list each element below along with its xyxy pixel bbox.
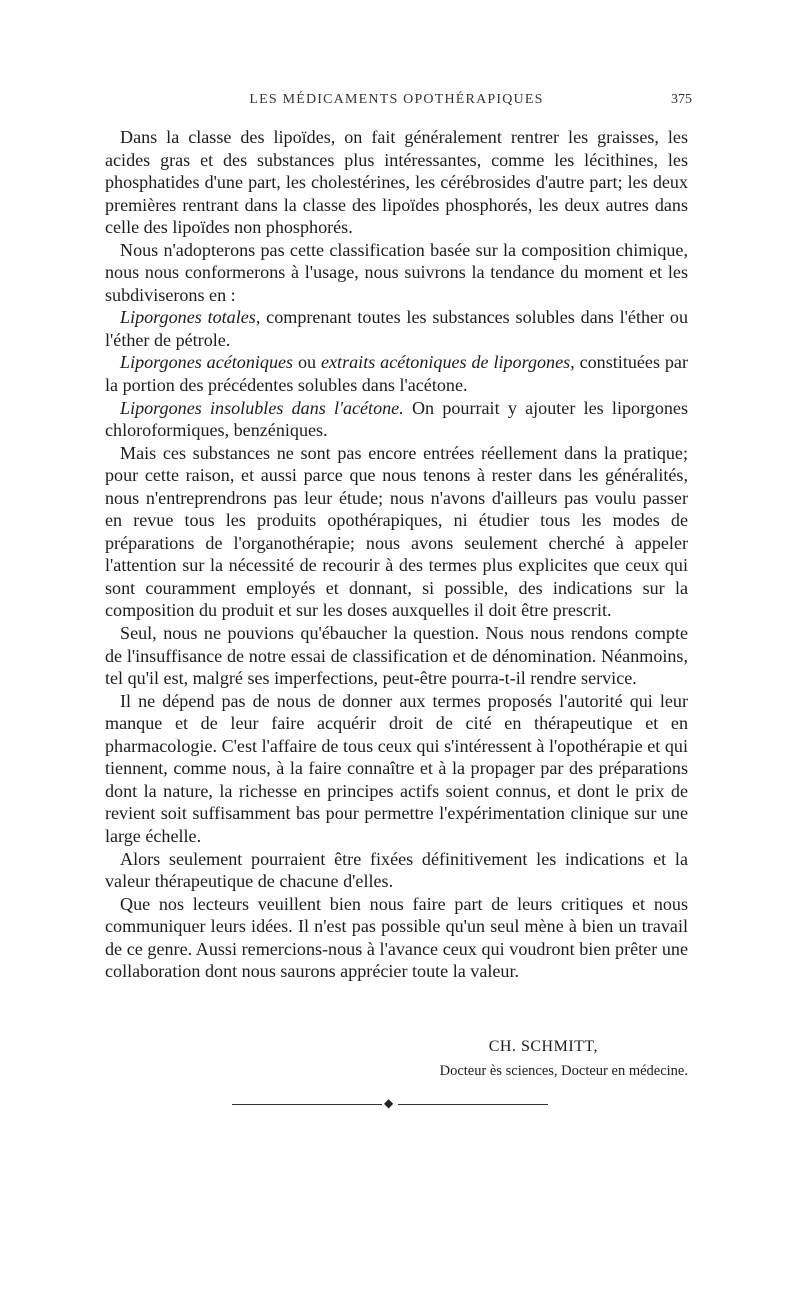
divider-line-right: [398, 1104, 548, 1105]
author-title: Docteur ès sciences, Docteur en médecine.: [439, 1063, 688, 1079]
paragraph-9: Alors seulement pourraient être fixées définitivement les indications et la valeur thérapeutique de chacune d'elles.: [105, 848, 688, 892]
page-header: [105, 92, 692, 116]
paragraph-6: Mais ces substances ne sont pas encore entrées réellement dans la pratique; pour cette raison, et aussi parce que nous tenons à rester dans les généralités, nous n'entreprendrons pas leur étude; nous n'avons d'ailleurs pas voulu passer en revue tous les produits opothérapiques, ni étudier tous les modes de préparations de l'organothérapie; nous avons seulement cherché à appeler l'attention sur la nécessité de recourir à des termes plus explicites que ceux qui sont couramment employés et donnant, si possible, des indications sur la composition du produit et sur les doses auxquelles il doit être prescrit.: [105, 442, 688, 621]
section-divider: [232, 1096, 548, 1110]
paragraph-10: Que nos lecteurs veuillent bien nous faire part de leurs critiques et nous communiquer leurs idées. Il n'est pas possible qu'un seul mène à bien un travail de ce genre. Aussi remercions-nous à l'avance ceux qui voudront bien prêter une collaboration dont nous saurons apprécier toute la valeur.: [105, 893, 688, 982]
paragraph-1: Dans la classe des lipoïdes, on fait généralement rentrer les graisses, les acides gras et des substances plus intéressantes, comme les lécithines, les phosphatides d'une part, les cholestérines, les cérébrosides d'autre part; les deux premières rentrant dans la classe des lipoïdes phosphorés, les deux autres dans celle des lipoïdes non phosphorés.: [105, 127, 688, 238]
paragraph-2: Nous n'adopterons pas cette classification basée sur la composition chimique, nous nous conformerons à l'usage, nous suivrons la tendance du moment et les subdiviserons en :: [105, 239, 688, 305]
term-extraits-acetoniques: extraits acétoniques de liporgones,: [320, 352, 575, 373]
term-liporgones-acetoniques: Liporgones acétoniques: [120, 352, 294, 373]
running-title: LES MÉDICAMENTS OPOTHÉRAPIQUES: [249, 92, 544, 107]
article-body: [105, 126, 688, 983]
page-number: 375: [671, 92, 692, 107]
paragraph-7: Seul, nous ne pouvions qu'ébaucher la question. Nous nous rendons compte de l'insuffisance de notre essai de classification et de dénomination. Néanmoins, tel qu'il est, malgré ses imperfections, peut-être pourra-t-il rendre service.: [105, 623, 688, 689]
paragraph-4: [105, 351, 688, 396]
paragraph-4-connector: ou: [293, 352, 321, 373]
paragraph-3-text: comprenant toutes les substances solubles dans l'éther ou l'éther de pétrole.: [105, 307, 688, 350]
author-name: CH. SCHMITT,: [488, 1038, 598, 1055]
diamond-ornament-icon: ◆: [384, 1096, 394, 1110]
paragraph-3: [105, 306, 688, 351]
paragraph-4-text: constituées par la portion des précédentes solubles dans l'acétone.: [105, 352, 688, 396]
paragraph-5-text: On pourrait y ajouter les liporgones chloroformiques, benzéniques.: [105, 397, 688, 441]
term-liporgones-insolubles: Liporgones insolubles dans l'acétone.: [120, 397, 404, 418]
divider-line-left: [232, 1104, 382, 1105]
paragraph-8: Il ne dépend pas de nous de donner aux termes proposés l'autorité qui leur manque et de leur faire acquérir droit de cité en thérapeutique et en pharmacologie. C'est l'affaire de tous ceux qui s'intéressent à l'opothérapie et qui tiennent, comme nous, à la faire connaître et à la propager par des préparations dont la nature, la richesse en principes actifs soient connus, et dont le prix de revient soit suffisamment bas pour permettre l'expérimentation clinique sur une large échelle.: [105, 690, 688, 846]
term-liporgones-totales: Liporgones totales,: [120, 307, 261, 328]
paragraph-5: [105, 397, 688, 442]
